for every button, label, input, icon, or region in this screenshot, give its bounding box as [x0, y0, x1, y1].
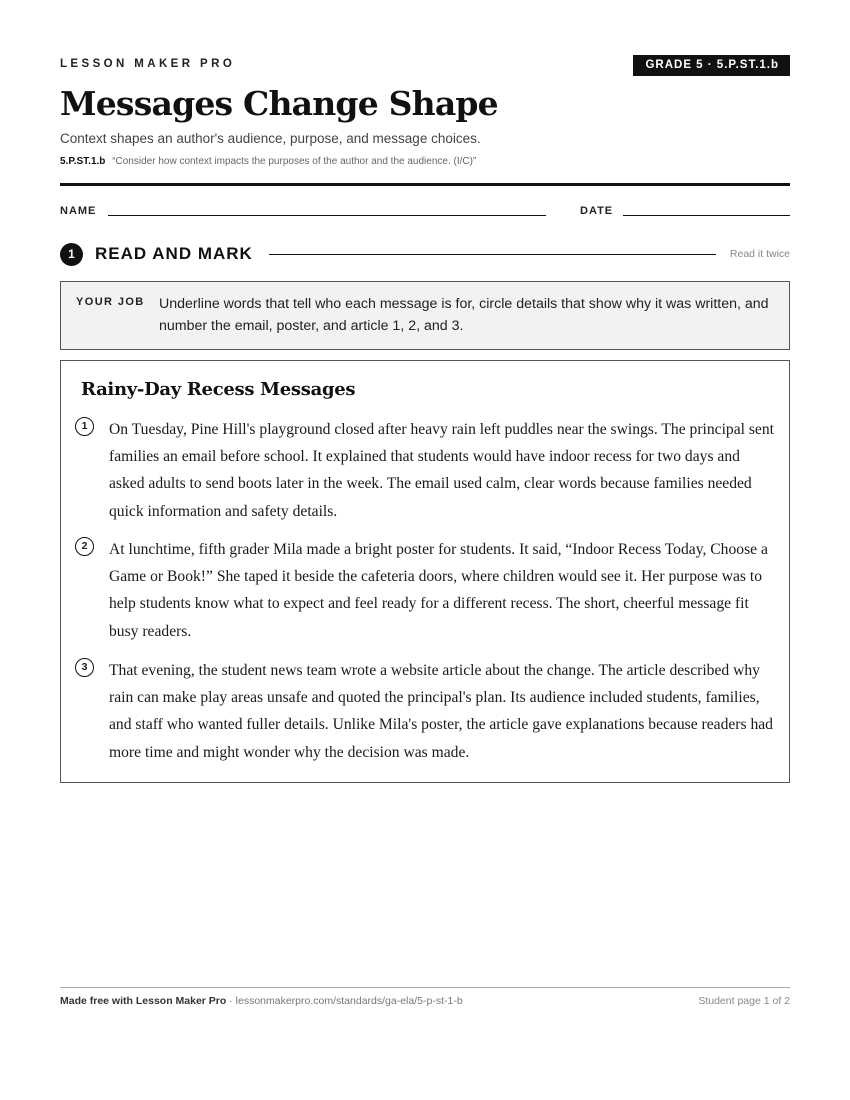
passage-paragraph [75, 416, 775, 525]
paragraph-text: At lunchtime, fifth grader Mila made a bright poster for students. It said, “Indoor Recess Today, Choose a Game or Book!” She taped it beside the cafeteria doors, where children would see it. Her purpose was to help students know what to expect and feel ready for a different recess. The short, cheerful message fit busy readers. [109, 541, 768, 640]
section-divider [269, 254, 716, 255]
header-divider [60, 183, 790, 186]
page-title: Messages Change Shape [60, 84, 498, 123]
passage-box [60, 360, 790, 783]
job-instructions-box [60, 281, 790, 350]
standard-reference [60, 156, 476, 167]
standard-code: 5.P.ST.1.b [60, 156, 106, 167]
footer-credit [60, 995, 463, 1007]
standard-text: “Consider how context impacts the purposes of the author and the audience. (I/C)” [112, 156, 477, 167]
section-title: READ AND MARK [95, 244, 253, 263]
footer-url[interactable]: · lessonmakerpro.com/standards/ga-ela/5-p-st-1-b [226, 995, 463, 1007]
name-field-line[interactable] [108, 215, 546, 216]
paragraph-text: That evening, the student news team wrote a website article about the change. The article described why rain can make play areas unsafe and quoted the principal's plan. Its audience included students, families, and staff who wanted fuller details. Unlike Mila's poster, the article gave explanations because readers had more time and might wonder why the decision was made. [109, 662, 773, 761]
job-label: YOUR JOB [76, 296, 145, 308]
date-field-line[interactable] [623, 215, 790, 216]
paragraph-number: 1 [75, 417, 94, 436]
paragraph-number: 3 [75, 658, 94, 677]
passage-title: Rainy-Day Recess Messages [81, 379, 356, 400]
section-number-badge: 1 [60, 243, 83, 266]
passage-paragraph [75, 536, 775, 645]
footer-divider [60, 987, 790, 988]
job-text: Underline words that tell who each message is for, circle details that show why it was written, and number the email, poster, and article 1, 2, and 3. [159, 296, 769, 334]
date-label: DATE [580, 205, 614, 217]
section-note: Read it twice [729, 248, 790, 260]
page-subtitle: Context shapes an author's audience, purpose, and message choices. [60, 131, 481, 146]
paragraph-number: 2 [75, 537, 94, 556]
paragraph-text: On Tuesday, Pine Hill's playground closed after heavy rain left puddles near the swings. The principal sent families an email before school. It explained that students would have indoor recess for two days and asked adults to send boots later in the week. The email used calm, clear words because families needed quick information and safety details. [109, 421, 774, 520]
footer-made-with: Made free with Lesson Maker Pro [60, 995, 227, 1007]
footer-page-number: Student page 1 of 2 [698, 995, 790, 1007]
grade-badge: GRADE 5 · 5.P.ST.1.b [633, 55, 790, 76]
passage-paragraph [75, 657, 775, 766]
brand-name: LESSON MAKER PRO [60, 58, 236, 70]
name-label: NAME [60, 205, 97, 217]
